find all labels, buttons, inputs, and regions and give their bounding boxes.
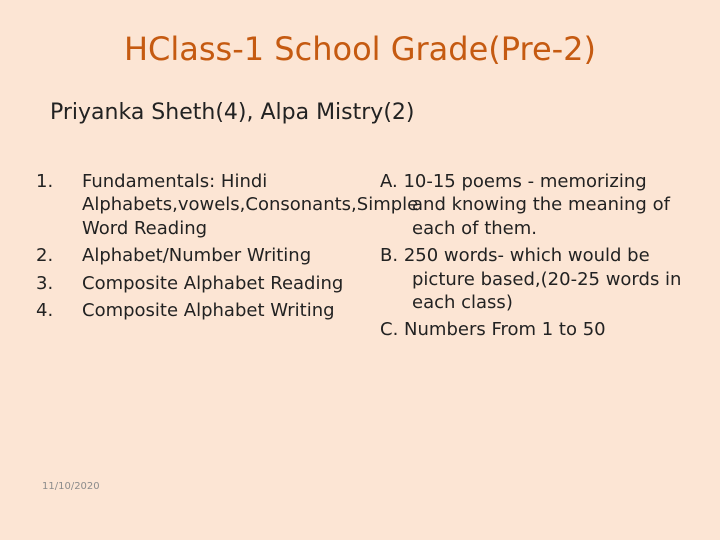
slide-subtitle: Priyanka Sheth(4), Alpa Mistry(2) [50, 100, 415, 125]
list-item-text: Composite Alphabet Reading [82, 272, 344, 294]
list-marker: 2. [36, 245, 54, 267]
list-item-text: Alphabet/Number Writing [82, 245, 312, 267]
list-item-text: Composite Alphabet Writing [82, 299, 335, 321]
list-item [380, 244, 685, 314]
list-marker: 1. [36, 171, 54, 192]
list-marker: 3. [36, 272, 54, 294]
list-item-text: Fundamentals: Hindi Alphabets,vowels,Consonants,Simple Word Reading [82, 171, 419, 239]
list-marker: C. [380, 319, 399, 341]
list-item [380, 318, 685, 341]
list-item [36, 272, 356, 295]
list-item [36, 170, 419, 240]
list-item [36, 299, 356, 322]
list-item [36, 244, 356, 267]
slide-title: HClass-1 School Grade(Pre-2) [123, 30, 597, 68]
list-marker: 4. [36, 299, 54, 321]
list-marker: B. [380, 245, 399, 267]
lettered-list [380, 170, 685, 346]
list-marker: A. [380, 171, 398, 192]
list-item-text: 10-15 poems - memorizing and knowing the meaning of each of them. [403, 171, 670, 239]
list-item [380, 170, 685, 240]
list-item-text: 250 words- which would be picture based,(20-25 words in each class) [403, 245, 682, 313]
list-item-text: Numbers From 1 to 50 [404, 319, 606, 341]
slide-date: 11/10/2020 [42, 481, 100, 492]
numbered-list [36, 170, 419, 326]
